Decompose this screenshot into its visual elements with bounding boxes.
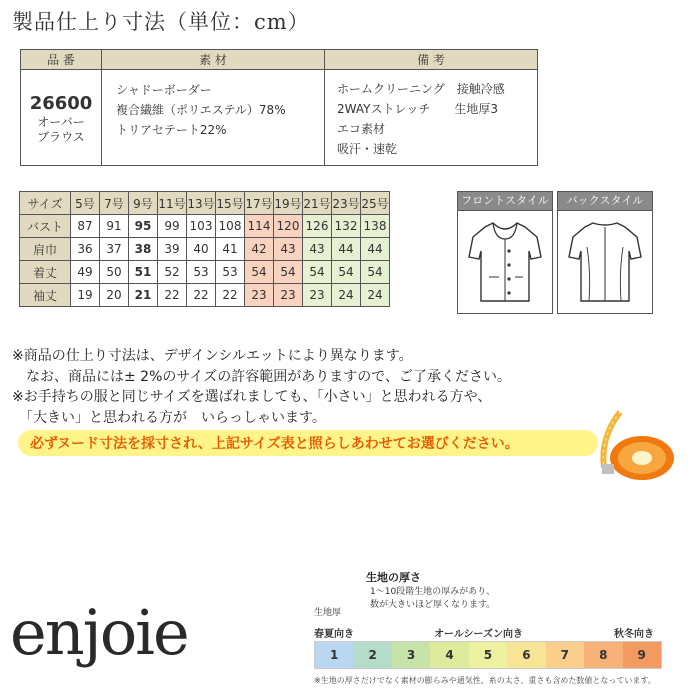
- thickness-desc-line: 数が大きいほど厚くなります。: [370, 600, 496, 610]
- size-column-header: 19号: [274, 192, 303, 215]
- size-column-header: 21号: [303, 192, 332, 215]
- front-blouse-illustration: [465, 217, 545, 309]
- size-value-cell: 51: [129, 261, 158, 284]
- thickness-label: 生地厚: [314, 608, 342, 618]
- thickness-footnote: ※生地の厚さだけでなく素材の膨らみや通気性、糸の太さ、重さも含めた数値となっています。: [314, 676, 656, 685]
- product-name-line2: ブラウス: [37, 130, 85, 144]
- size-value-cell: 23: [274, 284, 303, 307]
- header-remarks: 備 考: [325, 50, 538, 70]
- size-value-cell: 53: [187, 261, 216, 284]
- size-column-header: 23号: [332, 192, 361, 215]
- size-column-header: 11号: [158, 192, 187, 215]
- note-line: 「大きい」と思われる方が いらっしゃいます。: [12, 409, 326, 426]
- size-column-header: 15号: [216, 192, 245, 215]
- season-autumn-winter: 秋冬向き: [614, 629, 654, 640]
- thickness-title: 生地の厚さ: [366, 571, 421, 584]
- size-value-cell: 54: [274, 261, 303, 284]
- size-value-cell: 138: [361, 215, 390, 238]
- size-value-cell: 38: [129, 238, 158, 261]
- size-value-cell: 53: [216, 261, 245, 284]
- size-value-cell: 19: [71, 284, 100, 307]
- note-line: ※お手持ちの服と同じサイズを選ばれましても、「小さい」と思われる方や、: [12, 389, 492, 405]
- remark-line: 2WAYストレッチ 生地厚3: [337, 102, 498, 116]
- size-value-cell: 52: [158, 261, 187, 284]
- warning-text: 必ずヌード寸法を採寸され、上記サイズ表と照らしあわせてお選びください。: [30, 436, 519, 452]
- size-value-cell: 108: [216, 215, 245, 238]
- size-value-cell: 20: [100, 284, 129, 307]
- front-style-box: [457, 191, 553, 314]
- size-value-cell: 54: [245, 261, 274, 284]
- size-value-cell: 126: [303, 215, 332, 238]
- thickness-scale-step: 9: [623, 642, 661, 668]
- size-column-header: 13号: [187, 192, 216, 215]
- thickness-scale-step: 4: [430, 642, 468, 668]
- size-table: [19, 191, 390, 307]
- size-value-cell: 40: [187, 238, 216, 261]
- season-spring-summer: 春夏向き: [314, 629, 354, 640]
- thickness-scale-step: 5: [469, 642, 507, 668]
- remark-line: 吸汗・速乾: [337, 142, 398, 156]
- size-value-cell: 44: [332, 238, 361, 261]
- size-value-cell: 21: [129, 284, 158, 307]
- size-value-cell: 91: [100, 215, 129, 238]
- size-value-cell: 103: [187, 215, 216, 238]
- size-value-cell: 50: [100, 261, 129, 284]
- size-value-cell: 87: [71, 215, 100, 238]
- size-value-cell: 99: [158, 215, 187, 238]
- size-value-cell: 36: [71, 238, 100, 261]
- page-title: 製品仕上り寸法（単位：cm）: [12, 10, 310, 34]
- size-value-cell: 22: [187, 284, 216, 307]
- note-line: ※商品の仕上り寸法は、デザインシルエットにより異なります。: [12, 348, 413, 364]
- product-info-table: [20, 49, 538, 166]
- size-row-label: バスト: [20, 215, 71, 238]
- back-blouse-illustration: [565, 217, 645, 309]
- product-code: 26600: [29, 93, 93, 114]
- size-value-cell: 23: [303, 284, 332, 307]
- header-material: 素 材: [102, 50, 325, 70]
- back-style-label: バックスタイル: [558, 192, 652, 211]
- material-line: 複合繊維（ポリエステル）78%: [116, 103, 286, 117]
- size-value-cell: 37: [100, 238, 129, 261]
- material-line: トリアセテート22%: [116, 123, 227, 137]
- size-value-cell: 114: [245, 215, 274, 238]
- size-header-label: サイズ: [20, 192, 71, 215]
- thickness-scale-step: 6: [507, 642, 545, 668]
- size-value-cell: 23: [245, 284, 274, 307]
- size-row: [20, 238, 390, 261]
- size-value-cell: 22: [158, 284, 187, 307]
- size-column-header: 7号: [100, 192, 129, 215]
- brand-logo: enjoie: [10, 596, 188, 669]
- thickness-desc-line: 1～10段階生地の厚みがあり、: [370, 587, 496, 597]
- size-value-cell: 42: [245, 238, 274, 261]
- size-value-cell: 24: [361, 284, 390, 307]
- header-product-number: 品 番: [21, 50, 102, 70]
- size-value-cell: 43: [303, 238, 332, 261]
- tape-measure-icon: [590, 408, 680, 488]
- size-column-header: 17号: [245, 192, 274, 215]
- note-line: なお、商品には± 2%のサイズの許容範囲がありますので、ご了承ください。: [12, 368, 511, 385]
- material-line: シャドーボーダー: [116, 83, 212, 97]
- thickness-scale-step: 3: [392, 642, 430, 668]
- size-value-cell: 44: [361, 238, 390, 261]
- size-value-cell: 39: [158, 238, 187, 261]
- size-row: [20, 261, 390, 284]
- size-column-header: 5号: [71, 192, 100, 215]
- remark-line: エコ素材: [337, 122, 386, 136]
- size-value-cell: 24: [332, 284, 361, 307]
- remarks-cell: [325, 70, 538, 166]
- thickness-scale: [314, 641, 662, 669]
- size-value-cell: 120: [274, 215, 303, 238]
- size-row: [20, 215, 390, 238]
- size-row-label: 肩巾: [20, 238, 71, 261]
- thickness-scale-step: 8: [584, 642, 622, 668]
- thickness-scale-step: 7: [546, 642, 584, 668]
- size-value-cell: 54: [361, 261, 390, 284]
- thickness-description: [370, 586, 495, 612]
- notes-block: [12, 346, 511, 428]
- material-cell: [102, 70, 325, 166]
- size-row-label: 袖丈: [20, 284, 71, 307]
- size-value-cell: 54: [303, 261, 332, 284]
- remark-line: ホームクリーニング 接触冷感: [337, 82, 505, 96]
- size-column-header: 25号: [361, 192, 390, 215]
- size-value-cell: 54: [332, 261, 361, 284]
- size-value-cell: 43: [274, 238, 303, 261]
- size-row-label: 着丈: [20, 261, 71, 284]
- size-value-cell: 95: [129, 215, 158, 238]
- size-value-cell: 41: [216, 238, 245, 261]
- thickness-scale-step: 2: [353, 642, 391, 668]
- size-column-header: 9号: [129, 192, 158, 215]
- product-name-line1: オーバー: [37, 115, 85, 129]
- season-all-season: オールシーズン向き: [434, 629, 524, 640]
- back-style-box: [557, 191, 653, 314]
- size-value-cell: 22: [216, 284, 245, 307]
- thickness-scale-step: 1: [315, 642, 353, 668]
- size-value-cell: 49: [71, 261, 100, 284]
- front-style-label: フロントスタイル: [458, 192, 552, 211]
- size-value-cell: 132: [332, 215, 361, 238]
- size-row: [20, 284, 390, 307]
- product-cell: [21, 70, 102, 166]
